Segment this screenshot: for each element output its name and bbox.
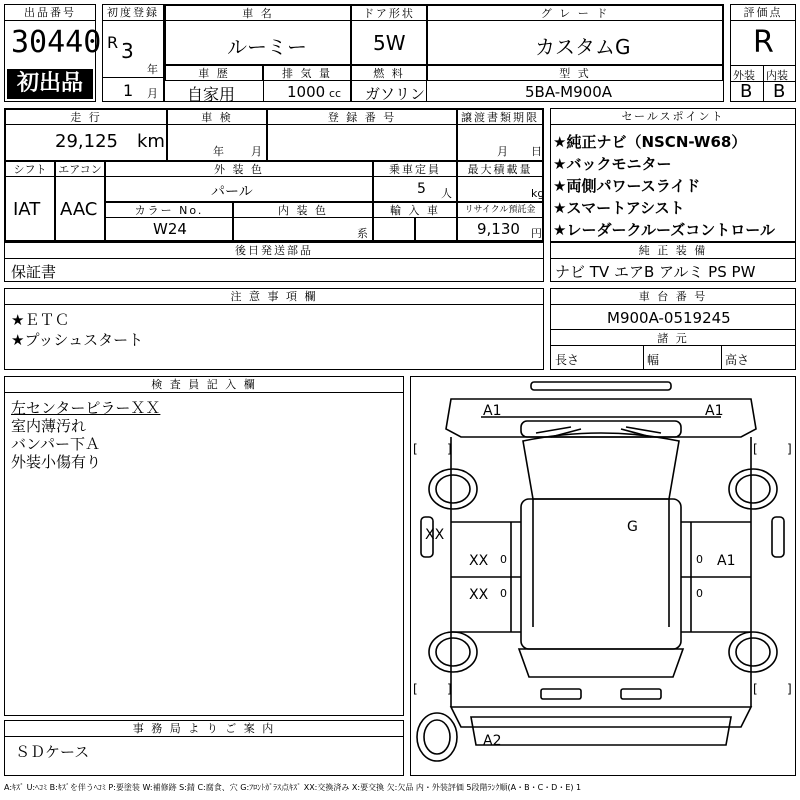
reg-month: 1 <box>123 81 134 100</box>
ac: AAC <box>60 199 98 220</box>
import-label: 輸 入 車 <box>373 202 457 218</box>
door-label: ドア形状 <box>351 5 427 21</box>
sales-point: ★純正ナビ（NSCN-W68） <box>553 133 747 151</box>
first-reg-box <box>102 4 164 102</box>
legend: A:ｷｽﾞ U:ﾍｺﾐ B:ｷｽﾞを伴うﾍｺﾐ P:要塗装 W:補修跡 S:錆 C:腐食、穴 G:ﾌﾛﾝﾄｶﾞﾗｽ点ｷｽﾞ XX:交換済み X:要交換 欠:欠品 内・外装評価 5段階ﾗﾝｸ順(A・B・C・D・E) 1 <box>4 783 582 792</box>
equipment-box <box>550 242 796 282</box>
sales-point: ★バックモニター <box>553 155 672 173</box>
notes-box <box>4 288 544 370</box>
chassis-label: 車 台 番 号 <box>551 289 795 305</box>
grade: カスタムG <box>535 35 631 59</box>
interior-grade: B <box>773 81 786 102</box>
reg-year: 3 <box>121 39 134 63</box>
color-no-label: カラー No. <box>105 202 233 218</box>
bracket-right-bottom-r: ] <box>787 682 792 696</box>
recycle-amount: 9,130 <box>477 220 520 238</box>
equipment-value: ナビ TV エアB アルミ PS PW <box>555 263 756 281</box>
color-no: W24 <box>153 220 187 238</box>
door-type: 5W <box>373 31 406 55</box>
shift-label: シフト <box>5 161 55 177</box>
sales-points-label: セールスポイント <box>551 109 795 125</box>
history-label: 車 歴 <box>165 65 263 81</box>
int-color-unit: 系 <box>357 227 368 240</box>
ac-label: エアコン <box>55 161 105 177</box>
sales-point: ★レーダークルーズコントロール <box>553 221 775 239</box>
transfer-day-unit: 日 <box>531 145 542 158</box>
capacity-unit: 人 <box>441 187 452 200</box>
displacement: 1000 <box>287 83 326 101</box>
later-parts-value: 保証書 <box>11 263 57 281</box>
inspection-label: 車 検 <box>167 109 267 125</box>
mark-xx-left-door-front: XX <box>469 553 489 569</box>
bracket-right-bottom: ] <box>447 682 452 696</box>
inspector-box <box>4 376 404 716</box>
chassis-number: M900A-0519245 <box>607 309 731 327</box>
mark-a1-right-door: A1 <box>717 553 736 569</box>
sales-points-box <box>550 108 796 242</box>
bracket-right-top-r: ] <box>787 442 792 456</box>
car-info-box <box>164 4 724 102</box>
year-unit: 年 <box>147 63 158 76</box>
mark-a1-front-right: A1 <box>705 403 724 419</box>
score-label: 評価点 <box>731 5 795 21</box>
office-value: ＳＤケース <box>15 743 90 761</box>
first-reg-label: 初度登録 <box>103 5 163 21</box>
notes-label: 注 意 事 項 欄 <box>5 289 543 305</box>
mileage: 29,125 <box>55 131 118 152</box>
first-listing-badge: 初出品 <box>7 69 93 99</box>
inspector-line: 室内薄汚れ <box>11 417 87 435</box>
lot-number-box <box>4 4 102 102</box>
car-name: ルーミー <box>227 35 307 59</box>
bracket-left-top: [ <box>413 442 418 456</box>
shift: IAT <box>13 199 41 220</box>
later-parts-box <box>4 242 544 282</box>
lot-number: 30440 <box>11 25 102 60</box>
inspector-line: 左センターピラーＸＸ <box>11 399 161 417</box>
mark-a1-front-left: A1 <box>483 403 502 419</box>
inspection-year-unit: 年 <box>213 145 224 158</box>
sales-point: ★両側パワースライド <box>553 177 701 195</box>
transfer-month-unit: 月 <box>497 145 508 158</box>
chassis-box <box>550 288 796 370</box>
displacement-label: 排 気 量 <box>263 65 351 81</box>
office-box <box>4 720 404 776</box>
inspector-line: 外装小傷有り <box>11 453 102 471</box>
note-item: ★プッシュスタート <box>11 331 144 349</box>
displacement-unit: cc <box>329 87 342 100</box>
recycle-unit: 円 <box>531 227 542 240</box>
lot-number-label: 出品番号 <box>5 5 95 21</box>
fuel: ガソリン <box>365 85 426 103</box>
vehicle-detail-box <box>4 108 544 242</box>
spec-label: 諸 元 <box>657 332 689 345</box>
vehicle-diagram <box>410 376 796 776</box>
int-color-label: 内 装 色 <box>233 202 373 218</box>
capacity-label: 乗車定員 <box>373 161 457 177</box>
era: R <box>107 33 119 52</box>
mark-a2-rear: A2 <box>483 733 502 749</box>
mark-zero: 0 <box>696 553 703 566</box>
sales-point: ★スマートアシスト <box>553 199 685 217</box>
load-unit: kg <box>531 187 545 200</box>
bracket-left-bottom: [ <box>413 682 418 696</box>
interior-label: 内装 <box>766 69 788 82</box>
length-label: 長さ <box>555 353 580 367</box>
car-name-label: 車 名 <box>165 5 351 21</box>
height-label: 高さ <box>725 353 750 367</box>
bracket-left-top-r: [ <box>753 442 758 456</box>
load-label: 最大積載量 <box>457 161 543 177</box>
mark-zero: 0 <box>696 587 703 600</box>
capacity: 5 <box>417 181 426 197</box>
inspector-label: 検 査 員 記 入 欄 <box>5 377 403 393</box>
reg-no-label: 登 録 番 号 <box>267 109 457 125</box>
exterior-label: 外装 <box>733 69 755 82</box>
inspection-month-unit: 月 <box>251 145 262 158</box>
grade-label: グ レ ー ド <box>427 5 723 21</box>
mileage-unit: km <box>137 131 165 152</box>
month-unit: 月 <box>147 87 158 100</box>
model: 5BA-M900A <box>525 83 613 101</box>
recycle-label: リサイクル預託金 <box>457 202 543 218</box>
history: 自家用 <box>187 85 236 104</box>
mark-zero: 0 <box>500 553 507 566</box>
width-label: 幅 <box>647 353 660 367</box>
mark-zero: 0 <box>500 587 507 600</box>
exterior-grade: B <box>740 81 753 102</box>
score: R <box>753 25 774 60</box>
model-label: 型 式 <box>427 65 723 81</box>
office-label: 事 務 局 よ り ご 案 内 <box>5 721 403 737</box>
later-parts-label: 後日発送部品 <box>5 243 543 259</box>
bracket-left-bottom-r: [ <box>753 682 758 696</box>
mark-g-roof: G <box>627 519 638 535</box>
transfer-label: 譲渡書類期限 <box>457 109 543 125</box>
fuel-label: 燃 料 <box>351 65 427 81</box>
mark-xx-left-pillar: XX <box>425 527 445 543</box>
equipment-label: 純 正 装 備 <box>551 243 795 259</box>
bracket-right-top: ] <box>447 442 452 456</box>
note-item: ★ＥＴＣ <box>11 311 70 329</box>
inspector-line: バンパー下Ａ <box>11 435 100 453</box>
mileage-label: 走 行 <box>5 109 167 125</box>
ext-color-label: 外 装 色 <box>105 161 373 177</box>
score-box <box>730 4 796 102</box>
mark-xx-left-door-rear: XX <box>469 587 489 603</box>
ext-color: パール <box>211 184 253 200</box>
car-outline <box>411 377 794 774</box>
